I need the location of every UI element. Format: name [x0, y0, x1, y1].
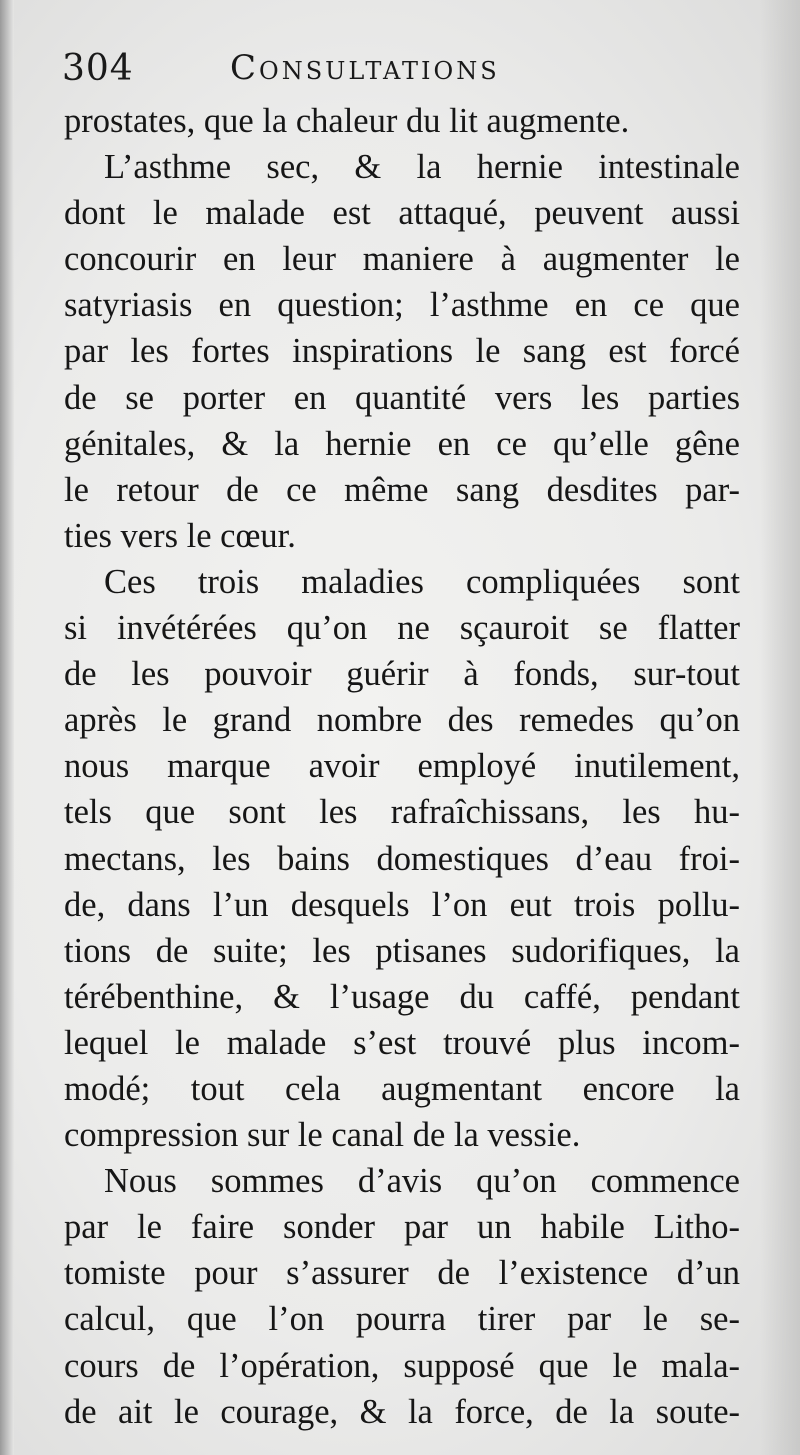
text-line: dont le malade est attaqué, peuvent aussi [64, 194, 740, 233]
text-line: Nous sommes d’avis qu’on commence [104, 1162, 740, 1201]
text-line: tels que sont les rafraîchissans, les hu- [64, 793, 740, 832]
text-line: compression sur le canal de la vessie. [64, 1116, 581, 1155]
text-line: de se porter en quantité vers les parties [64, 378, 740, 417]
text-line: génitales, & la hernie en ce qu’elle gêne [64, 424, 740, 463]
text-line: après le grand nombre des remedes qu’on [64, 701, 740, 740]
text-line: tions de suite; les ptisanes sudorifiques, la [64, 931, 740, 970]
text-line: lequel le malade s’est trouvé plus incom- [64, 1023, 740, 1062]
page-gutter-shadow [0, 0, 14, 1455]
text-line: mectans, les bains domestiques d’eau froi- [64, 839, 740, 878]
body-text [64, 98, 740, 1435]
text-line: tomiste pour s’assurer de l’existence d’un [64, 1254, 740, 1293]
text-line: calcul, que l’on pourra tirer par le se- [64, 1300, 740, 1339]
text-line: le retour de ce même sang desdites par- [64, 470, 740, 509]
text-line: de les pouvoir guérir à fonds, sur-tout [64, 655, 740, 694]
text-line: térébenthine, & l’usage du caffé, pendant [64, 977, 740, 1016]
text-line: ties vers le cœur. [64, 516, 296, 555]
text-line: L’asthme sec, & la hernie intestinale [104, 148, 740, 187]
page-edge-shadow [760, 0, 800, 1455]
text-line: satyriasis en question; l’asthme en ce que [64, 286, 740, 325]
text-line: cours de l’opération, supposé que le mala- [64, 1346, 740, 1385]
page-number: 304 [62, 48, 134, 89]
text-line: si invétérées qu’on ne sçauroit se flatter [64, 609, 740, 648]
text-line: nous marque avoir employé inutilement, [64, 747, 740, 786]
running-head: Consultations [230, 48, 500, 88]
text-line: de ait le courage, & la force, de la soute- [64, 1392, 740, 1431]
text-line: de, dans l’un desquels l’on eut trois pollu- [64, 885, 740, 924]
text-line: par les fortes inspirations le sang est forcé [64, 332, 740, 371]
text-line: modé; tout cela augmentant encore la [64, 1069, 740, 1108]
text-line: par le faire sonder par un habile Litho- [64, 1208, 740, 1247]
text-line: Ces trois maladies compliquées sont [104, 562, 740, 601]
text-line: prostates, que la chaleur du lit augmente. [64, 102, 630, 140]
text-line: concourir en leur maniere à augmenter le [64, 240, 740, 279]
